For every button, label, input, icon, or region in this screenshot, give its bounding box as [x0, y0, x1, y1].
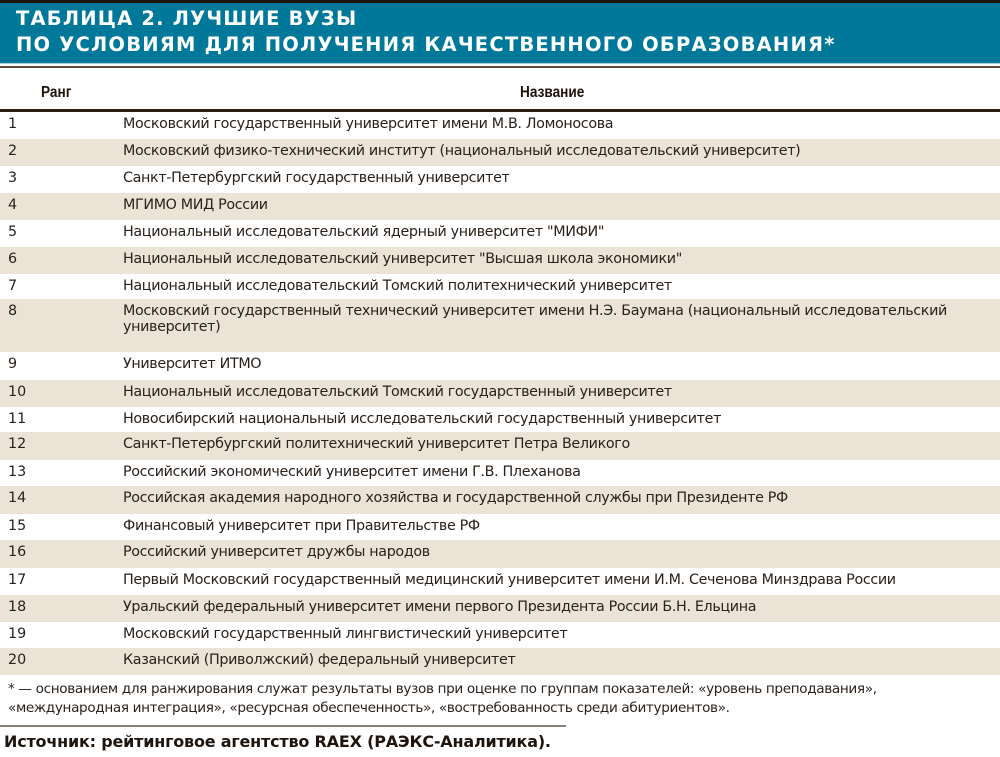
name-cell: Казанский (Приволжский) федеральный университет: [123, 652, 516, 668]
rank-cell: 11: [8, 411, 27, 427]
rank-cell: 4: [8, 197, 18, 213]
name-cell: Национальный исследовательский Томский государственный университет: [123, 384, 672, 400]
rank-cell: 9: [8, 356, 18, 372]
table-title-band: [0, 3, 1000, 64]
name-cell: Национальный исследовательский университет "Высшая школа экономики": [123, 251, 682, 267]
name-cell: МГИМО МИД России: [123, 197, 268, 213]
table-row: [0, 274, 1000, 299]
name-cell: Новосибирский национальный исследовательский государственный университет: [123, 411, 722, 427]
rank-cell: 14: [8, 490, 27, 506]
table-body: [0, 112, 1000, 675]
name-cell: Университет ИТМО: [123, 356, 262, 372]
name-cell: Национальный исследовательский Томский политехнический университет: [123, 278, 672, 294]
table-row: [0, 193, 1000, 220]
table-row: [0, 568, 1000, 595]
name-cell: Уральский федеральный университет имени первого Президента России Б.Н. Ельцина: [123, 599, 757, 615]
name-cell: Санкт-Петербургский политехнический университет Петра Великого: [123, 436, 630, 452]
rank-cell: 7: [8, 278, 18, 294]
table-row: [0, 112, 1000, 139]
column-header-rank: Ранг: [41, 84, 72, 101]
table-header-row: [0, 68, 1000, 109]
table-title-line-1: ТАБЛИЦА 2. ЛУЧШИЕ ВУЗЫ: [16, 7, 358, 30]
name-cell: Первый Московский государственный медицинский университет имени И.М. Сеченова Минздрава России: [123, 572, 896, 588]
footnote-line-1: * — основанием для ранжирования служат результаты вузов при оценке по группам показателей: «уровень преподавания»,: [8, 681, 877, 697]
source-divider: [0, 725, 566, 727]
table-row: [0, 407, 1000, 432]
rank-cell: 10: [8, 384, 27, 400]
rank-cell: 18: [8, 599, 27, 615]
rank-cell: 16: [8, 544, 27, 560]
footnote: [8, 680, 993, 718]
name-cell: Московский государственный университет имени М.В. Ломоносова: [123, 116, 614, 132]
table-row: [0, 166, 1000, 193]
table-row: [0, 432, 1000, 460]
name-cell: Российский университет дружбы народов: [123, 544, 430, 560]
table-row: [0, 460, 1000, 486]
table-row: [0, 139, 1000, 166]
name-cell: Финансовый университет при Правительстве РФ: [123, 518, 480, 534]
table-row: [0, 380, 1000, 407]
table-row: [0, 486, 1000, 514]
rank-cell: 5: [8, 224, 18, 240]
name-cell: Российский экономический университет имени Г.В. Плеханова: [123, 464, 581, 480]
rank-cell: 8: [8, 303, 18, 319]
table-row: [0, 299, 1000, 352]
table-row: [0, 514, 1000, 540]
table-title-line-2: ПО УСЛОВИЯМ ДЛЯ ПОЛУЧЕНИЯ КАЧЕСТВЕННОГО ОБРАЗОВАНИЯ*: [16, 33, 836, 56]
rank-cell: 15: [8, 518, 27, 534]
name-cell: Российская академия народного хозяйства и государственной службы при Президенте РФ: [123, 490, 788, 506]
name-cell: Московский государственный лингвистический университет: [123, 626, 568, 642]
rank-cell: 1: [8, 116, 18, 132]
rank-cell: 13: [8, 464, 27, 480]
rank-cell: 17: [8, 572, 27, 588]
rank-cell: 20: [8, 652, 27, 668]
table-row: [0, 648, 1000, 675]
name-cell: Национальный исследовательский ядерный университет "МИФИ": [123, 224, 605, 240]
name-cell: Московский государственный технический университет имени Н.Э. Баумана (национальный исследовательский университет): [123, 303, 947, 335]
rank-cell: 2: [8, 143, 18, 159]
rank-cell: 6: [8, 251, 18, 267]
table-row: [0, 352, 1000, 380]
rank-cell: 12: [8, 436, 27, 452]
rank-cell: 3: [8, 170, 18, 186]
footnote-line-2: «международная интеграция», «ресурсная обеспеченность», «востребованность среди абитуриентов».: [8, 700, 730, 716]
table-row: [0, 595, 1000, 622]
table-row: [0, 247, 1000, 274]
column-header-name: Название: [520, 84, 585, 101]
table-row: [0, 622, 1000, 648]
source-note: Источник: рейтинговое агентство RAEX (РАЭКС-Аналитика).: [4, 732, 551, 751]
name-cell: Санкт-Петербургский государственный университет: [123, 170, 510, 186]
table-row: [0, 540, 1000, 568]
rank-cell: 19: [8, 626, 27, 642]
name-cell: Московский физико-технический институт (национальный исследовательский университет): [123, 143, 801, 159]
table-row: [0, 220, 1000, 247]
